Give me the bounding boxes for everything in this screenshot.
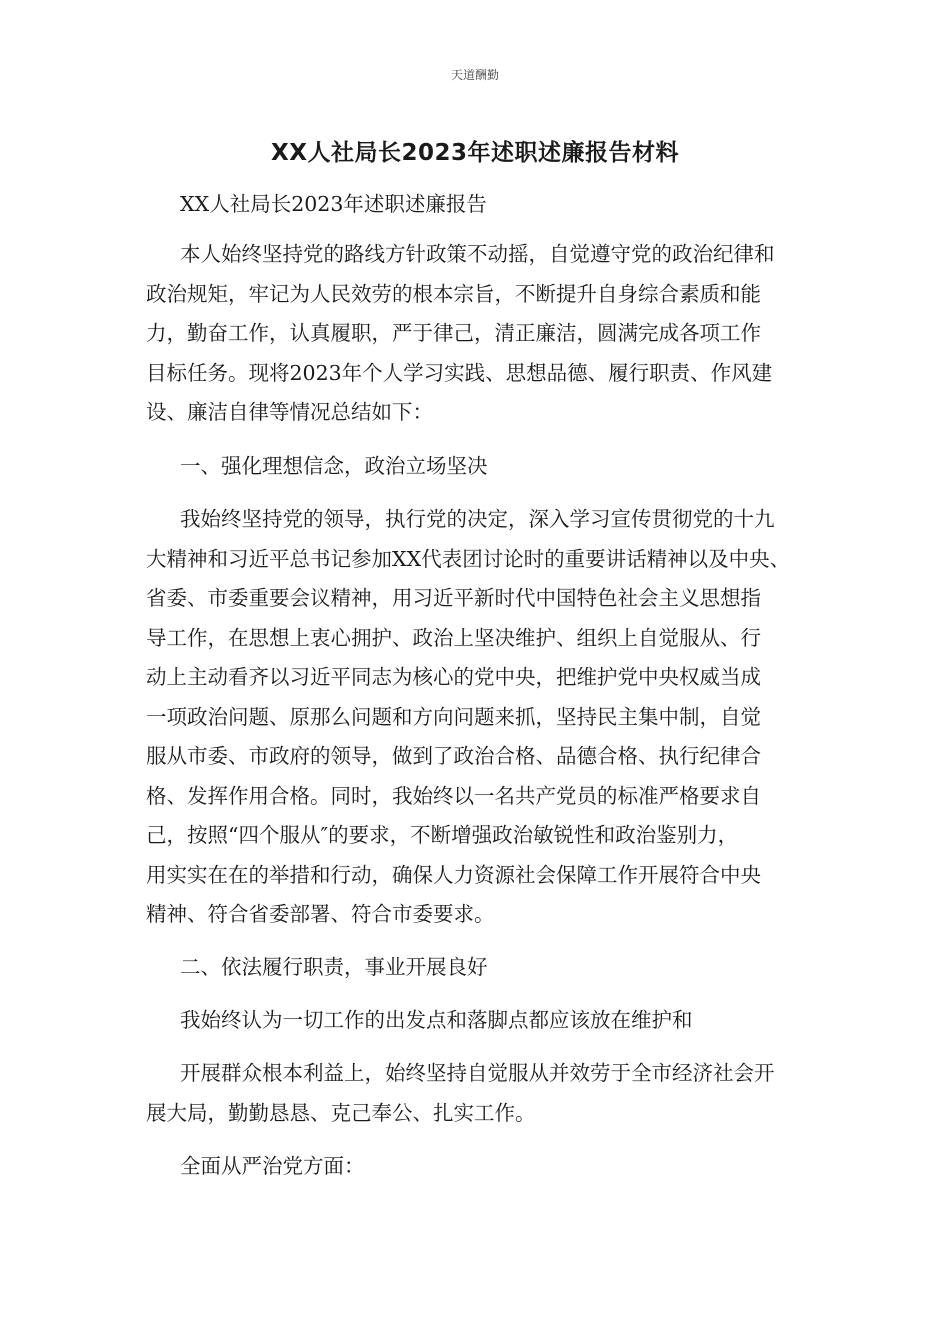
paragraph-duties-a	[146, 1001, 811, 1041]
document-title: XX人社局长2023年述职述廉报告材料	[271, 140, 679, 166]
paragraph-line: 目标任务。现将2023年个人学习实践、思想品德、履行职责、作风建	[146, 360, 773, 385]
paragraph-political	[146, 500, 811, 935]
paragraph-line: 一项政治问题、原那么问题和方向问题来抓，坚持民主集中制，自觉	[146, 704, 761, 729]
paragraph-line: 精神、符合省委部署、符合市委要求。	[146, 902, 495, 926]
paragraph-line: 设、廉洁自律等情况总结如下：	[146, 400, 433, 424]
paragraph-line: 大精神和习近平总书记参加XX代表团讨论时的重要讲话精神以及中央、	[146, 546, 791, 571]
paragraph-line: 我始终坚持党的领导，执行党的决定，深入学习宣传贯彻党的十九	[180, 507, 775, 531]
subtitle-line: XX人社局长2023年述职述廉报告	[180, 192, 487, 216]
section-heading-2	[146, 948, 811, 988]
section-heading-1	[146, 447, 811, 487]
paragraph-line: 全面从严治党方面：	[180, 1154, 365, 1178]
paragraph-line: 力，勤奋工作，认真履职，严于律己，清正廉洁，圆满完成各项工作	[146, 321, 761, 345]
paragraph-intro	[146, 235, 811, 433]
paragraph-line: 导工作，在思想上衷心拥护、政治上坚决维护、组织上自觉服从、行	[146, 625, 761, 650]
paragraph-line: 我始终认为一切工作的出发点和落脚点都应该放在维护和	[180, 1008, 693, 1032]
section-heading-line: 二、依法履行职责，事业开展良好	[180, 955, 488, 979]
paragraph-line: 动上主动看齐以习近平同志为核心的党中央，把维护党中央权威当成	[146, 665, 761, 689]
section-heading-line: 一、强化理想信念，政治立场坚决	[180, 454, 488, 478]
paragraph-line: 本人始终坚持党的路线方针政策不动摇，自觉遵守党的政治纪律和	[180, 242, 775, 266]
subtitle	[146, 185, 811, 225]
paragraph-line: 格、发挥作用合格。同时，我始终以一名共产党员的标准严格要求自	[146, 783, 761, 808]
paragraph-party-discipline	[146, 1147, 811, 1187]
page-header: 天道酬勤	[450, 68, 499, 82]
paragraph-line: 省委、市委重要会议精神，用习近平新时代中国特色社会主义思想指	[146, 586, 761, 610]
paragraph-duties-b	[146, 1054, 811, 1133]
paragraph-line: 服从市委、市政府的领导，做到了政治合格、品德合格、执行纪律合	[146, 744, 761, 768]
paragraph-line: 政治规矩，牢记为人民效劳的根本宗旨，不断提升自身综合素质和能	[146, 281, 761, 306]
paragraph-line: 己，按照“四个服从″的要求，不断增强政治敏锐性和政治鉴别力，	[146, 823, 739, 847]
paragraph-line: 用实实在在的举措和行动，确保人力资源社会保障工作开展符合中央	[146, 862, 761, 887]
paragraph-line: 开展群众根本利益上，始终坚持自觉服从并效劳于全市经济社会开	[180, 1061, 775, 1085]
paragraph-line: 展大局，勤勤恳恳、克己奉公、扎实工作。	[146, 1100, 536, 1125]
